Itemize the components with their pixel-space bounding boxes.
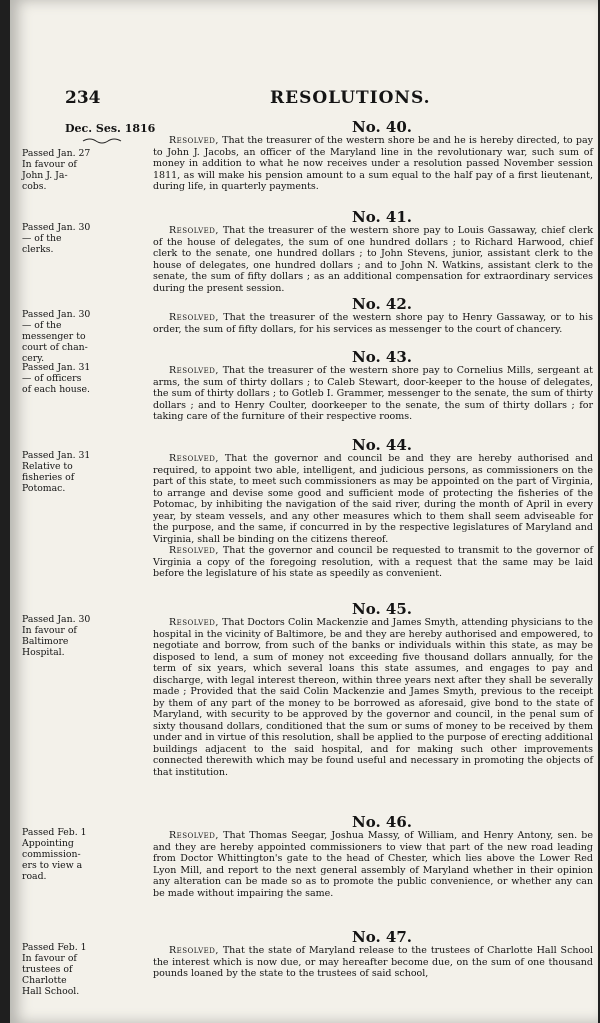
margin-note: Passed Jan. 31 — of officers of each house.: [22, 362, 91, 395]
resolution-text-2: [153, 545, 593, 580]
resolution-text: [153, 945, 593, 980]
resolution-body: That the treasurer of the western shore pay to Cornelius Mills, sergeant at arms, the sum of thirty dollars ; to Caleb Stewart, door-keeper to the house of delegates, the sum of thirty dollars ; to Gotleb I. Grammer, messenger to the senate, the sum of thirty dollars ; and to Henry Coulter, doorkeeper to the senate, the sum of thirty dollars ; for taking care of the furniture of their respective rooms.: [153, 365, 593, 422]
resolution-number: No. 43.: [352, 348, 412, 366]
resolution-body: That Doctors Colin Mackenzie and James Smyth, attending physicians to the hospital in the vicinity of Baltimore, be and they are hereby authorised and empowered, to negotiate and borrow, from such of the banks or individuals within this state, as may be disposed to lend, a sum of money not exceeding five thousand dollars annually, for the term of six years, which several loans this state assumes, and engages to pay and discharge, with legal interest thereon, within three years next after they shall be severally made ; Provided that the said Colin Mackenzie and James Smyth, previous to the receipt by them of any part of the money to be borrowed as aforesaid, give bond to the state of Maryland, with security to be approved by the governor and council, in the penal sum of sixty thousand dollars, conditioned that the sum or sums of money to be received by them under and in virtue of this resolution, shall be applied to the purpose of erecting additional buildings adjacent to the said hospital, and for making such other improvements connected therewith which may be found useful and necessary in promoting the objects of that institution.: [153, 617, 593, 778]
lead-word: Resolved,: [169, 945, 219, 956]
resolution-number: No. 40.: [352, 118, 412, 136]
running-head: RESOLUTIONS.: [270, 88, 431, 108]
margin-note: Passed Jan. 30 — of the clerks.: [22, 222, 91, 255]
resolution-number: No. 46.: [352, 813, 412, 831]
resolution-body-2: That the governor and council be requested to transmit to the governor of Virginia a copy of the foregoing resolution, with a request that the same may be laid before the legislature of his state as speedily as convenient.: [153, 545, 593, 579]
lead-word: Resolved,: [169, 365, 219, 376]
resolution-body: That the state of Maryland release to the trustees of Charlotte Hall School the interest which is now due, or may hereafter become due, on the sum of one thousand pounds loaned by the state to the trustees of said school,: [153, 945, 593, 979]
resolution-body: That the treasurer of the western shore be and he is hereby directed, to pay to John J. Jacobs, an officer of the Maryland line in the revolutionary war, such sum of money in addition to what he now receives under a resolution passed November session 1811, as will make his pension amount to a sum equal to the half pay of a first lieutenant, during life, in quarterly payments.: [153, 135, 593, 192]
lead-word: Resolved,: [169, 312, 219, 323]
lead-word: Resolved,: [169, 135, 219, 146]
margin-note: Passed Jan. 31 Relative to fisheries of Potomac.: [22, 450, 91, 494]
lead-word: Resolved,: [169, 830, 219, 841]
margin-note: Passed Feb. 1 Appointing commission- ers to view a road.: [22, 827, 87, 882]
lead-word: Resolved,: [169, 545, 219, 556]
resolution-text: [153, 365, 593, 423]
resolution-number: No. 41.: [352, 208, 412, 226]
resolution-number: No. 45.: [352, 600, 412, 618]
resolution-text: [153, 135, 593, 193]
resolution-body: That the treasurer of the western shore pay to Henry Gassaway, or to his order, the sum of fifty dollars, for his services as messenger to the court of chancery.: [153, 312, 593, 335]
margin-note: Passed Jan. 30 In favour of Baltimore Hospital.: [22, 614, 91, 658]
page-number: 234: [65, 88, 101, 108]
resolution-text: [153, 453, 593, 545]
resolution-number: No. 47.: [352, 928, 412, 946]
resolution-body: That Thomas Seegar, Joshua Massy, of William, and Henry Antony, sen. be and they are hereby appointed commissioners to view that part of the new road leading from Doctor Whittington's gate to the head of Chester, which lies above the Lower Red Lyon Mill, and report to the next general assembly of Maryland whether in their opinion any alteration can be made so as to promote the public convenience, or whether any can be made without impairing the same.: [153, 830, 593, 899]
lead-word: Resolved,: [169, 617, 219, 628]
resolution-number: No. 42.: [352, 295, 412, 313]
resolution-text: [153, 312, 593, 335]
margin-note: Passed Jan. 30 — of the messenger to court of chan- cery.: [22, 309, 91, 364]
lead-word: Resolved,: [169, 453, 219, 464]
margin-note: Passed Feb. 1 In favour of trustees of Charlotte Hall School.: [22, 942, 87, 997]
margin-note: Passed Jan. 27 In favour of John J. Ja- cobs.: [22, 148, 91, 192]
ornament-swirl-icon: [82, 137, 122, 148]
resolution-text: [153, 617, 593, 778]
session-label: Dec. Ses. 1816: [65, 122, 156, 135]
resolution-text: [153, 830, 593, 899]
book-page: [10, 0, 598, 1023]
lead-word: Resolved,: [169, 225, 219, 236]
resolution-body: That the governor and council be and they are hereby authorised and required, to appoint two able, intelligent, and judicious persons, as commissioners on the part of this state, to meet such commissioners as may be appointed on the part of Virginia, to arrange and devise some good and sufficient mode of protecting the fisheries of the Potomac, by inhibiting the navigation of the said river, during the month of April in every year, by steam vessels, and any other measures which to them shall seem adviseable for the purpose, and the same, if concurred in by the respective legislatures of Maryland and Virginia, shall be binding on the citizens thereof.: [153, 453, 593, 545]
resolution-text: [153, 225, 593, 294]
resolution-body: That the treasurer of the western shore pay to Louis Gassaway, chief clerk of the house of delegates, the sum of one hundred dollars ; to Richard Harwood, chief clerk to the senate, one hundred dollars ; to John Stevens, junior, assistant clerk to the house of delegates, one hundred dollars ; and to John N. Watkins, assistant clerk to the senate, the sum of fifty dollars ; as an additional compensation for extraordinary services during the present session.: [153, 225, 593, 294]
resolution-number: No. 44.: [352, 436, 412, 454]
page-header: [65, 88, 595, 110]
